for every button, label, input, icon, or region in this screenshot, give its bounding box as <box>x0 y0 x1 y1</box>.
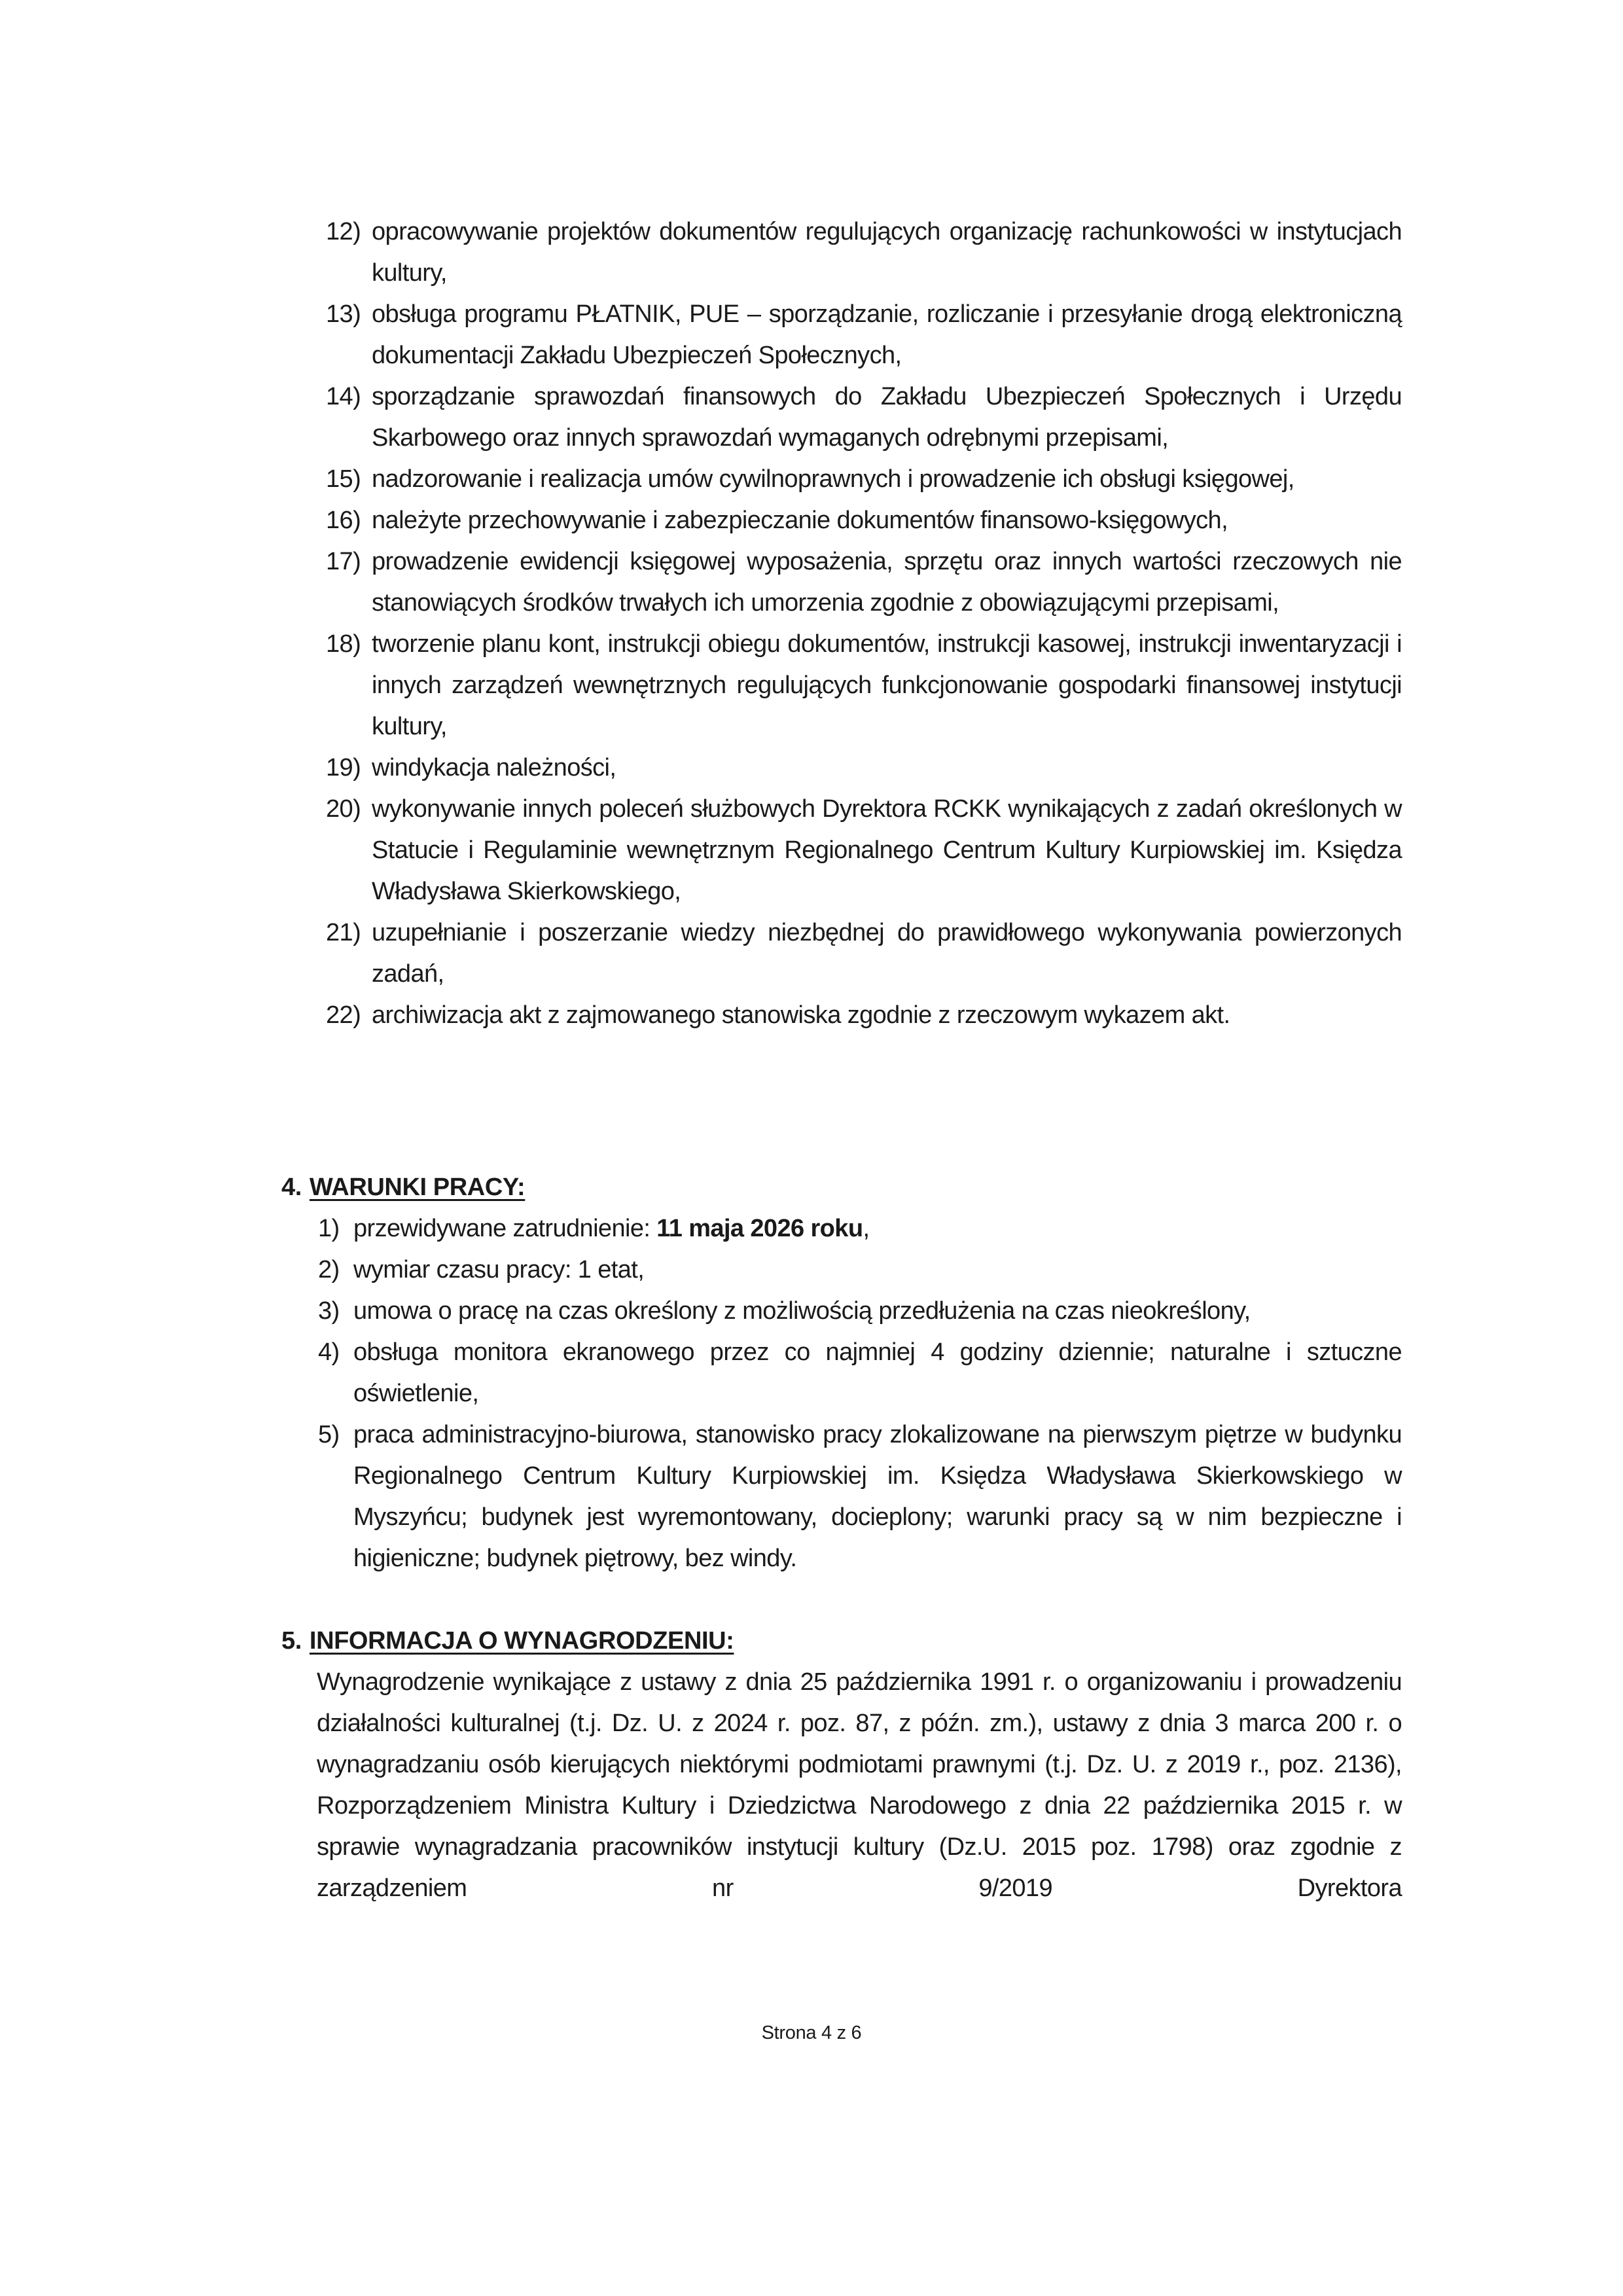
list-item <box>326 294 1402 376</box>
work-conditions-list <box>318 1208 1402 1579</box>
section-number: 4. <box>281 1174 302 1201</box>
list-item-text: wymiar czasu pracy: 1 etat, <box>353 1256 645 1283</box>
list-item-text: windykacja należności, <box>372 754 616 781</box>
list-item-text: wykonywanie innych poleceń służbowych Dyrektora RCKK wynikających z zadań określonych w Statucie i Regulaminie wewnętrznym Regionalnego Centrum Kultury Kurpiowskiej im. Księdza Władysława Skierkowskiego, <box>372 795 1402 905</box>
list-item-text: nadzorowanie i realizacja umów cywilnoprawnych i prowadzenie ich obsługi księgowej, <box>372 465 1294 493</box>
section-title: WARUNKI PRACY: <box>309 1174 526 1201</box>
list-item-text: prowadzenie ewidencji księgowej wyposażenia, sprzętu oraz innych wartości rzeczowych nie stanowiących środków trwałych ich umorzenia zgodnie z obowiązującymi przepisami, <box>372 548 1402 617</box>
list-number: 1) <box>318 1215 340 1242</box>
list-item-text: przewidywane zatrudnienie: <box>353 1215 657 1242</box>
list-item <box>318 1291 1402 1332</box>
list-item-text: umowa o pracę na czas określony z możliwością przedłużenia na czas nieokreślony, <box>353 1297 1251 1325</box>
list-item <box>318 1249 1402 1291</box>
list-number: 17) <box>326 548 361 575</box>
list-item <box>326 500 1402 541</box>
section-heading-salary-info <box>281 1621 734 1662</box>
list-item-text: tworzenie planu kont, instrukcji obiegu dokumentów, instrukcji kasowej, instrukcji inwentaryzacji i innych zarządzeń wewnętrznych regulujących funkcjonowanie gospodarki finansowej instytucji kultury, <box>372 630 1402 740</box>
list-item-text: należyte przechowywanie i zabezpieczanie dokumentów finansowo-księgowych, <box>372 507 1228 534</box>
list-number: 14) <box>326 383 361 410</box>
list-item-text: obsługa programu PŁATNIK, PUE – sporządzanie, rozliczanie i przesyłanie drogą elektroniczną dokumentacji Zakładu Ubezpieczeń Społecznych, <box>372 300 1402 369</box>
list-number: 15) <box>326 465 361 493</box>
page-number: Strona 4 z 6 <box>761 2022 862 2043</box>
list-item <box>318 1208 1402 1249</box>
salary-paragraph: Wynagrodzenie wynikające z ustawy z dnia 25 października 1991 r. o organizowaniu i prowadzeniu działalności kulturalnej (t.j. Dz. U. z 2024 r. poz. 87, z późn. zm.), ustawy z dnia 3 marca 200 r. o wynagradzaniu osób kierujących niektórymi podmiotami prawnymi (t.j. Dz. U. z 2019 r., poz. 2136), Rozporządzeniem Ministra Kultury i Dziedzictwa Narodowego z dnia 22 października 2015 r. w sprawie wynagradzania pracowników instytucji kultury (Dz.U. 2015 poz. 1798) oraz zgodnie z zarządzeniem nr 9/2019 Dyrektora <box>317 1668 1402 1902</box>
list-item <box>326 995 1402 1036</box>
list-item-text: uzupełnianie i poszerzanie wiedzy niezbędnej do prawidłowego wykonywania powierzonych zadań, <box>372 919 1402 988</box>
list-item-punctuation: , <box>863 1215 870 1242</box>
list-item <box>326 747 1402 789</box>
list-number: 2) <box>318 1256 340 1283</box>
list-item <box>326 789 1402 912</box>
list-item <box>326 211 1402 294</box>
list-item-text: opracowywanie projektów dokumentów regulujących organizację rachunkowości w instytucjach kultury, <box>372 218 1402 287</box>
list-item <box>318 1414 1402 1579</box>
list-number: 3) <box>318 1297 340 1325</box>
list-number: 19) <box>326 754 361 781</box>
list-item <box>318 1332 1402 1414</box>
list-number: 13) <box>326 300 361 328</box>
list-item-text: archiwizacja akt z zajmowanego stanowiska zgodnie z rzeczowym wykazem akt. <box>372 1001 1230 1029</box>
list-number: 4) <box>318 1338 340 1366</box>
list-item <box>326 376 1402 459</box>
list-number: 5) <box>318 1421 340 1448</box>
section-number: 5. <box>281 1627 302 1655</box>
section-title: INFORMACJA O WYNAGRODZENIU: <box>309 1627 734 1655</box>
section-heading-work-conditions <box>281 1167 525 1208</box>
list-number: 18) <box>326 630 361 658</box>
duties-list <box>326 211 1402 1036</box>
list-item-text: praca administracyjno-biurowa, stanowisko pracy zlokalizowane na pierwszym piętrze w budynku Regionalnego Centrum Kultury Kurpiowskiej im. Księdza Władysława Skierkowskiego w Myszyńcu; budynek jest wyremontowany, docieplony; warunki pracy są w nim bezpieczne i higieniczne; budynek piętrowy, bez windy. <box>353 1421 1402 1572</box>
list-number: 22) <box>326 1001 361 1029</box>
list-item <box>326 624 1402 747</box>
list-number: 21) <box>326 919 361 946</box>
list-item <box>326 459 1402 500</box>
start-date: 11 maja 2026 roku <box>656 1215 863 1242</box>
list-number: 16) <box>326 507 361 534</box>
list-item-text: obsługa monitora ekranowego przez co najmniej 4 godziny dziennie; naturalne i sztuczne oświetlenie, <box>353 1338 1402 1407</box>
list-item-text: sporządzanie sprawozdań finansowych do Zakładu Ubezpieczeń Społecznych i Urzędu Skarbowego oraz innych sprawozdań wymaganych odrębnymi przepisami, <box>372 383 1402 452</box>
list-number: 20) <box>326 795 361 823</box>
list-item <box>326 912 1402 995</box>
list-number: 12) <box>326 218 361 245</box>
list-item <box>326 541 1402 624</box>
